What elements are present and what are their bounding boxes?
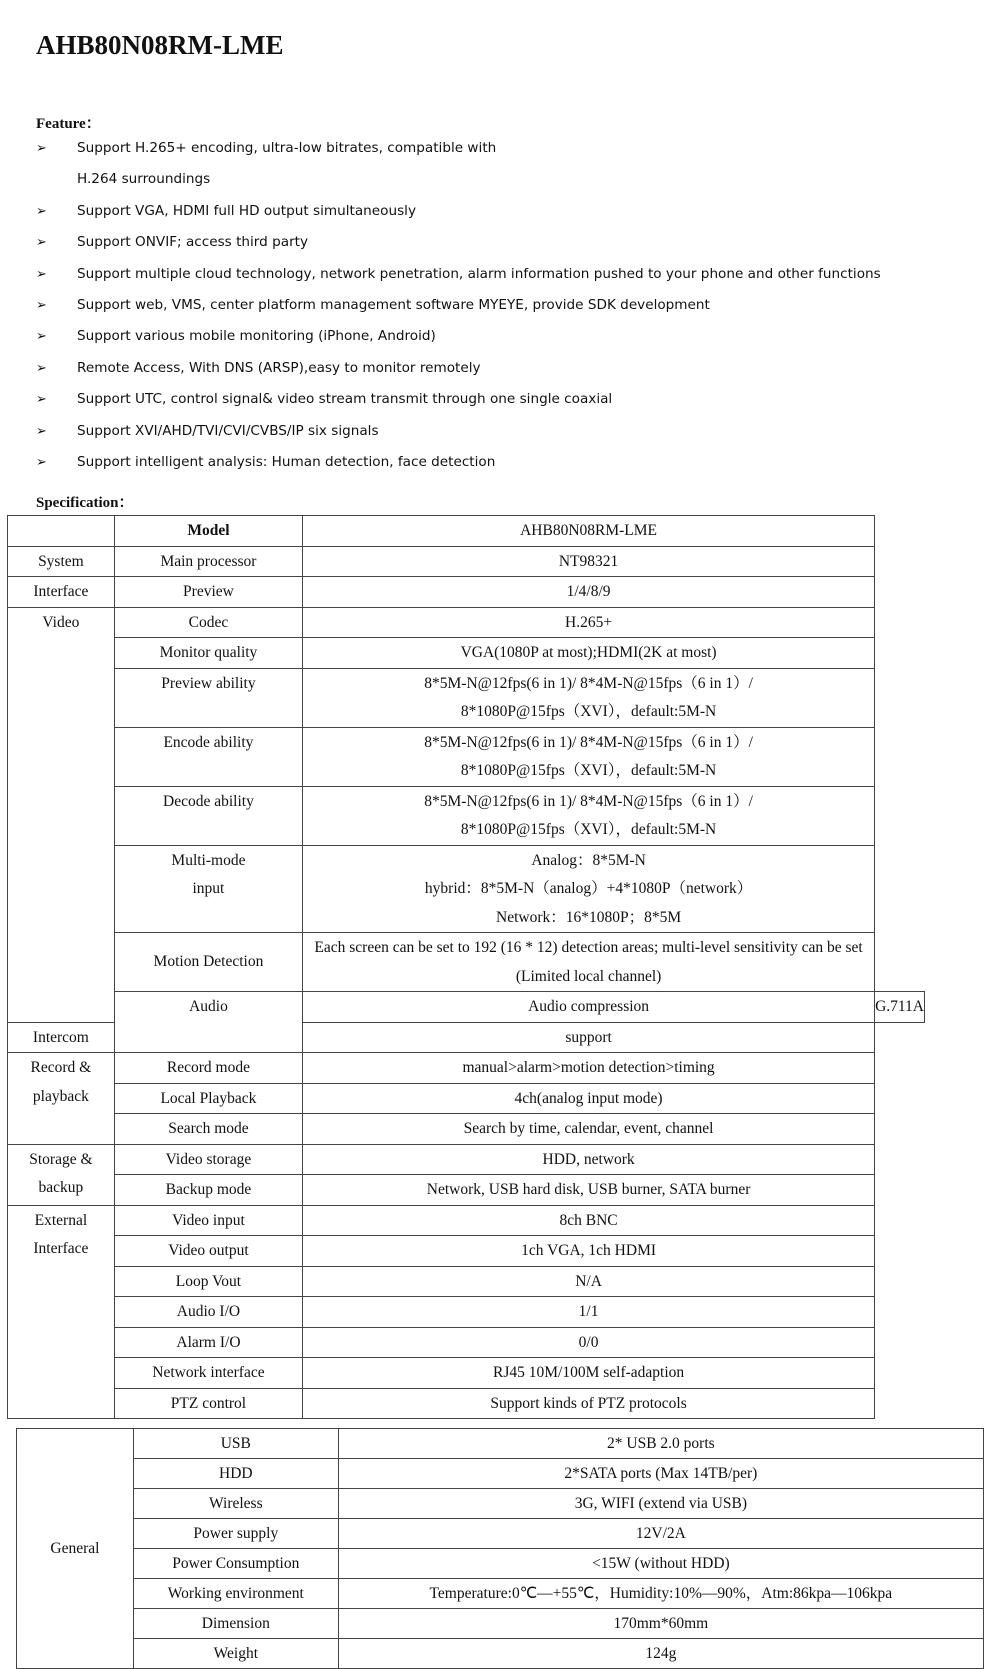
- param-label: Weight: [133, 1639, 338, 1669]
- category-system: System: [8, 546, 115, 577]
- table-row: [17, 1549, 984, 1579]
- label-line: input: [192, 880, 225, 897]
- feature-heading: Feature：: [36, 116, 101, 132]
- param-value: 12V/2A: [338, 1519, 983, 1549]
- param-value: Support kinds of PTZ protocols: [303, 1388, 875, 1419]
- category-storage-backup: [8, 1144, 115, 1205]
- arrow-bullet-icon: ➢: [36, 266, 47, 282]
- table-row: [8, 1144, 925, 1175]
- param-label: Decode ability: [114, 786, 302, 845]
- param-value: 3G, WIFI (extend via USB): [338, 1489, 983, 1519]
- specification-heading: Specification：: [36, 495, 134, 511]
- category-video: Video: [8, 607, 115, 1022]
- param-label: Video input: [114, 1205, 302, 1236]
- param-value: Search by time, calendar, event, channel: [303, 1114, 875, 1145]
- param-label: Motion Detection: [114, 933, 302, 992]
- param-value: H.265+: [303, 607, 875, 638]
- table-row: [8, 992, 925, 1023]
- table-row: [17, 1489, 984, 1519]
- value-line: Each screen can be set to 192 (16 * 12) detection areas; multi-level sensitivity can be set: [314, 939, 863, 956]
- param-value: 2* USB 2.0 ports: [338, 1429, 983, 1459]
- param-label: Network interface: [114, 1358, 302, 1389]
- specification-table: [7, 515, 925, 1419]
- table-row: [8, 1297, 925, 1328]
- feature-item: ➢ Support H.265+ encoding, ultra-low bitrates, compatible with: [36, 133, 936, 164]
- param-value: support: [303, 1022, 875, 1053]
- param-value: G.711A: [875, 992, 925, 1023]
- category-record-playback: [8, 1053, 115, 1145]
- value-line: Analog：8*5M-N: [531, 851, 646, 869]
- table-row: [8, 638, 925, 669]
- table-row: [17, 1459, 984, 1489]
- table-row: [8, 727, 925, 786]
- table-row: [8, 607, 925, 638]
- table-cell: [8, 516, 115, 547]
- param-label: Video output: [114, 1236, 302, 1267]
- model-label: Model: [114, 516, 302, 547]
- arrow-bullet-icon: ➢: [36, 235, 47, 251]
- table-row: [17, 1609, 984, 1639]
- param-value: NT98321: [303, 546, 875, 577]
- category-line: Record &: [30, 1059, 92, 1076]
- table-row: [8, 1327, 925, 1358]
- param-value: 2*SATA ports (Max 14TB/per): [338, 1459, 983, 1489]
- feature-item: ➢ Support multiple cloud technology, network penetration, alarm information pushed to your phone and other functions: [36, 259, 936, 290]
- param-label: Preview: [114, 577, 302, 608]
- value-line: 8*5M-N@12fps(6 in 1)/ 8*4M-N@15fps（6 in 1）/: [424, 792, 753, 810]
- table-row: [8, 845, 925, 933]
- general-table: [16, 1428, 984, 1669]
- feature-item: ➢ Support XVI/AHD/TVI/CVI/CVBS/IP six signals: [36, 416, 936, 447]
- param-label: USB: [133, 1429, 338, 1459]
- value-line: 8*1080P@15fps（XVI），default:5M-N: [460, 821, 717, 838]
- feature-item: ➢ Support VGA, HDMI full HD output simultaneously: [36, 196, 936, 227]
- arrow-bullet-icon: ➢: [36, 423, 47, 439]
- param-label: Video storage: [114, 1144, 302, 1175]
- category-general: General: [17, 1429, 134, 1669]
- table-row: [8, 1236, 925, 1267]
- table-row: [8, 1266, 925, 1297]
- param-value: HDD, network: [303, 1144, 875, 1175]
- param-value: 170mm*60mm: [338, 1609, 983, 1639]
- param-value: Network, USB hard disk, USB burner, SATA burner: [303, 1175, 875, 1206]
- param-value: [303, 933, 875, 992]
- table-row: [8, 1053, 925, 1084]
- param-value: [303, 668, 875, 727]
- category-line: playback: [32, 1087, 89, 1105]
- category-line: backup: [38, 1179, 84, 1196]
- param-value: N/A: [303, 1266, 875, 1297]
- param-label: Wireless: [133, 1489, 338, 1519]
- label-line: Multi-mode: [171, 851, 246, 869]
- table-row: [8, 1114, 925, 1145]
- table-row: [8, 933, 925, 992]
- param-value: [303, 786, 875, 845]
- table-row: [8, 1205, 925, 1236]
- feature-item: ➢ Support intelligent analysis: Human detection, face detection: [36, 447, 936, 478]
- table-row: [8, 1083, 925, 1114]
- param-label: [114, 845, 302, 933]
- param-label: Local Playback: [114, 1083, 302, 1114]
- table-row: [8, 1388, 925, 1419]
- feature-item-continued: H.264 surroundings: [77, 171, 211, 188]
- param-label: Dimension: [133, 1609, 338, 1639]
- param-label: Record mode: [114, 1053, 302, 1084]
- table-row: [8, 668, 925, 727]
- param-value: 1/1: [303, 1297, 875, 1328]
- table-row: [8, 577, 925, 608]
- value-line: 8*5M-N@12fps(6 in 1)/ 8*4M-N@15fps（6 in 1）/: [424, 733, 753, 751]
- param-label: Main processor: [114, 546, 302, 577]
- table-row: [17, 1639, 984, 1669]
- param-value: VGA(1080P at most);HDMI(2K at most): [303, 638, 875, 669]
- table-row: [8, 786, 925, 845]
- category-audio: Audio: [114, 992, 302, 1053]
- param-value: 4ch(analog input mode): [303, 1083, 875, 1114]
- arrow-bullet-icon: ➢: [36, 141, 47, 156]
- param-label: Backup mode: [114, 1175, 302, 1206]
- arrow-bullet-icon: ➢: [36, 360, 47, 376]
- param-label: HDD: [133, 1459, 338, 1489]
- param-label: Audio compression: [303, 992, 875, 1023]
- value-line: (Limited local channel): [515, 967, 662, 985]
- table-row: [17, 1429, 984, 1459]
- value-line: 8*1080P@15fps（XVI），default:5M-N: [460, 762, 717, 779]
- param-value: 1/4/8/9: [303, 577, 875, 608]
- param-label: PTZ control: [114, 1388, 302, 1419]
- feature-item: ➢ Support various mobile monitoring (iPhone, Android): [36, 321, 936, 352]
- arrow-bullet-icon: ➢: [36, 297, 47, 313]
- model-value: AHB80N08RM-LME: [303, 516, 875, 547]
- arrow-bullet-icon: ➢: [36, 329, 47, 345]
- category-line: External: [34, 1211, 88, 1229]
- table-row: [8, 1175, 925, 1206]
- feature-item: ➢ Support UTC, control signal& video stream transmit through one single coaxial: [36, 384, 936, 415]
- param-value: 124g: [338, 1639, 983, 1669]
- feature-list: [36, 133, 936, 478]
- param-value: 8ch BNC: [303, 1205, 875, 1236]
- category-line: Interface: [33, 1240, 89, 1257]
- param-value: 0/0: [303, 1327, 875, 1358]
- table-row: [8, 516, 925, 547]
- category-external-interface: [8, 1205, 115, 1419]
- param-label: Preview ability: [114, 668, 302, 727]
- category-interface: Interface: [8, 577, 115, 608]
- feature-item: ➢ Support web, VMS, center platform management software MYEYE, provide SDK development: [36, 290, 936, 321]
- param-label: Search mode: [114, 1114, 302, 1145]
- feature-item: ➢ Support ONVIF; access third party: [36, 227, 936, 258]
- param-value: <15W (without HDD): [338, 1549, 983, 1579]
- table-row: [8, 1358, 925, 1389]
- param-value: [303, 727, 875, 786]
- value-line: hybrid：8*5M-N（analog）+4*1080P（network）: [424, 880, 753, 897]
- category-line: Storage &: [29, 1150, 93, 1168]
- param-label: Intercom: [8, 1022, 115, 1053]
- param-value: [303, 845, 875, 933]
- value-line: 8*1080P@15fps（XVI），default:5M-N: [460, 703, 717, 720]
- param-label: Working environment: [133, 1579, 338, 1609]
- param-value: manual>alarm>motion detection>timing: [303, 1053, 875, 1084]
- param-value: 1ch VGA, 1ch HDMI: [303, 1236, 875, 1267]
- arrow-bullet-icon: ➢: [36, 454, 47, 470]
- param-value: RJ45 10M/100M self-adaption: [303, 1358, 875, 1389]
- param-label: Codec: [114, 607, 302, 638]
- feature-item: ➢ Remote Access, With DNS (ARSP),easy to monitor remotely: [36, 353, 936, 384]
- table-row: [8, 546, 925, 577]
- param-value: Temperature:0℃—+55℃，Humidity:10%—90%，Atm:86kpa—106kpa: [338, 1579, 983, 1609]
- param-label: Audio I/O: [114, 1297, 302, 1328]
- param-label: Power supply: [133, 1519, 338, 1549]
- table-row: [17, 1519, 984, 1549]
- param-label: Alarm I/O: [114, 1327, 302, 1358]
- value-line: Network：16*1080P；8*5M: [496, 908, 682, 926]
- param-label: Power Consumption: [133, 1549, 338, 1579]
- arrow-bullet-icon: ➢: [36, 203, 47, 219]
- param-label: Loop Vout: [114, 1266, 302, 1297]
- table-row: [17, 1579, 984, 1609]
- page-title: AHB80N08RM-LME: [36, 30, 284, 60]
- param-label: Encode ability: [114, 727, 302, 786]
- value-line: 8*5M-N@12fps(6 in 1)/ 8*4M-N@15fps（6 in 1）/: [424, 674, 753, 692]
- arrow-bullet-icon: ➢: [36, 392, 47, 408]
- param-label: Monitor quality: [114, 638, 302, 669]
